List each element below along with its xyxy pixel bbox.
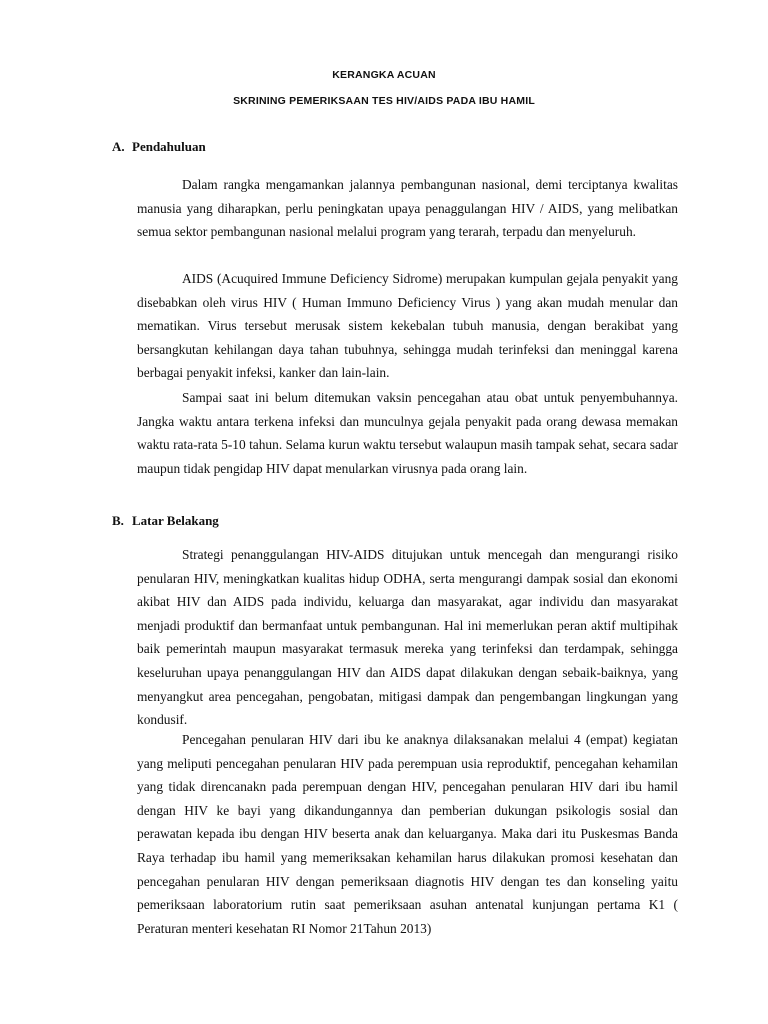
section-letter: A. — [112, 139, 125, 154]
section-heading-pendahuluan — [112, 139, 206, 155]
paragraph-pendahuluan-1: Dalam rangka mengamankan jalannya pembangunan nasional, demi terciptanya kwalitas manusia yang diharapkan, perlu peningkatan upaya penaggulangan HIV / AIDS, yang melibatkan semua sektor pembangunan nasional melalui program yang terarah, terpadu dan menyeluruh. — [137, 177, 678, 240]
paragraph-pendahuluan-3: Sampai saat ini belum ditemukan vaksin pencegahan atau obat untuk penyembuhannya. Jangka waktu antara terkena infeksi dan munculnya gejala penyakit pada orang dewasa memakan waktu rata-rata 5-10 tahun. Selama kurun waktu tersebut walaupun masih tampak sehat, secara sadar maupun tidak pengidap HIV dapat menularkan virusnya pada orang lain. — [137, 390, 678, 476]
paragraph-pendahuluan-2: AIDS (Acuquired Immune Deficiency Sidrome) merupakan kumpulan gejala penyakit yang disebabkan oleh virus HIV ( Human Immuno Deficiency Virus ) yang akan mudah menular dan mematikan. Virus tersebut merusak sistem kekebalan tubuh manusia, dengan berakibat yang bersangkutan kehilangan daya tahan tubuhnya, sehingga mudah terinfeksi dan meninggal karena berbagai penyakit infeksi, kanker dan lain-lain. — [137, 271, 678, 381]
section-letter: B. — [112, 513, 124, 528]
section-title: Latar Belakang — [132, 513, 219, 528]
document-title: KERANGKA ACUAN — [332, 69, 436, 81]
section-heading-latar-belakang — [112, 513, 219, 529]
section-title: Pendahuluan — [132, 139, 206, 154]
paragraph-latar-belakang-2: Pencegahan penularan HIV dari ibu ke anaknya dilaksanakan melalui 4 (empat) kegiatan yang meliputi pencegahan penularan HIV pada perempuan usia reproduktif, pencegahan kehamilan yang tidak direncanakn pada perempuan dengan HIV, pencegahan penularan HIV dari ibu hamil dengan HIV ke bayi yang dikandungannya dan pemberian dukungan psikologis sosial dan perawatan kepada ibu dengan HIV beserta anak dan keluarganya. Maka dari itu Puskesmas Banda Raya terhadap ibu hamil yang memeriksakan kehamilan harus dilakukan promosi kesehatan dan pencegahan penularan HIV dengan pemeriksaan diagnotis HIV dengan tes dan konseling yaitu pemeriksaan laboratorium rutin saat pemeriksaan asuhan antenatal kunjungan pertama K1 ( Peraturan menteri kesehatan RI Nomor 21Tahun 2013) — [137, 732, 678, 936]
paragraph-latar-belakang-1: Strategi penanggulangan HIV-AIDS ditujukan untuk mencegah dan mengurangi risiko penularan HIV, meningkatkan kualitas hidup ODHA, serta mengurangi dampak sosial dan ekonomi akibat HIV dan AIDS pada individu, keluarga dan masyarakat, agar individu dan masyarakat menjadi produktif dan bermanfaat untuk pembangunan. Hal ini memerlukan peran aktif multipihak baik pemerintah maupun masyarakat termasuk mereka yang terinfeksi dan terdampak, sehingga keseluruhan upaya penanggulangan HIV dan AIDS dapat dilakukan dengan sebaik-baiknya, yang menyangkut area pencegahan, pengobatan, mitigasi dampak dan pengembangan lingkungan yang kondusif. — [137, 547, 678, 728]
document-subtitle: SKRINING PEMERIKSAAN TES HIV/AIDS PADA IBU HAMIL — [233, 95, 535, 107]
